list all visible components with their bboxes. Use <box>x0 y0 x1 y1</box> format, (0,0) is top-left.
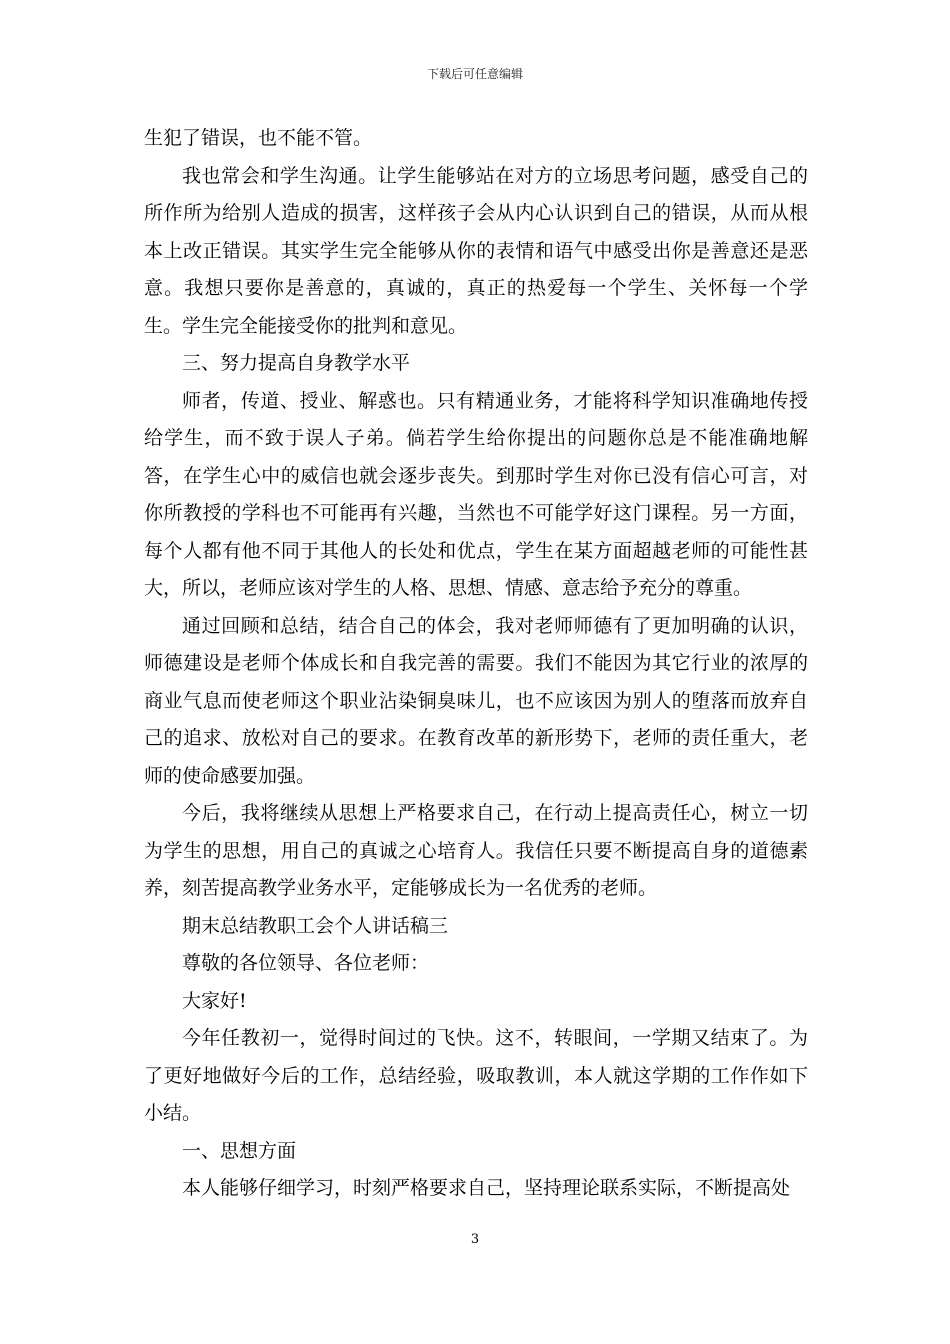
section-heading: 一、思想方面 <box>182 1139 297 1162</box>
paragraph: 通过回顾和总结，结合自己的体会，我对老师师德有了更加明确的认识，师德建设是老师个体成长和自我完善的需要。我们不能因为其它行业的浓厚的商业气息而使老师这个职业沾染铜臭味儿，也不应该因为别人的堕落而放弃自己的追求、放松对自己的要求。在教育改革的新形势下，老师的责任重大，老师的使命感要加强。 <box>144 614 808 787</box>
paragraph: 今年任教初一，觉得时间过的飞快。这不，转眼间，一学期又结束了。为了更好地做好今后的工作，总结经验，吸取教训，本人就这学期的工作作如下小结。 <box>144 1027 808 1124</box>
paragraph: 本人能够仔细学习，时刻严格要求自己，坚持理论联系实际，不断提高处 <box>182 1177 791 1199</box>
greeting: 大家好! <box>182 989 247 1012</box>
section-heading: 三、努力提高自身教学水平 <box>182 352 411 374</box>
document-title: 期末总结教职工会个人讲话稿三 <box>182 914 449 937</box>
document-body <box>144 120 808 1208</box>
paragraph: 今后，我将继续从思想上严格要求自己，在行动上提高责任心，树立一切为学生的思想，用自己的真诚之心培育人。我信任只要不断提高自身的道德素养，刻苦提高教学业务水平，定能够成长为一名优秀的老师。 <box>144 802 808 899</box>
paragraph: 我也常会和学生沟通。让学生能够站在对方的立场思考问题，感受自己的所作所为给别人造成的损害，这样孩子会从内心认识到自己的错误，从而从根本上改正错误。其实学生完全能够从你的表情和语气中感受出你是善意还是恶意。我想只要你是善意的，真诚的，真正的热爱每一个学生、关怀每一个学生。学生完全能接受你的批判和意见。 <box>144 164 808 337</box>
salutation: 尊敬的各位领导、各位老师： <box>182 952 430 974</box>
paragraph: 师者，传道、授业、解惑也。只有精通业务，才能将科学知识准确地传授给学生，而不致于误人子弟。倘若学生给你提出的问题你总是不能准确地解答，在学生心中的威信也就会逐步丧失。到那时学生对你已没有信心可言，对你所教授的学科也不可能再有兴趣，当然也不可能学好这门课程。另一方面，每个人都有他不同于其他人的长处和优点，学生在某方面超越老师的可能性甚大，所以，老师应该对学生的人格、思想、情感、意志给予充分的尊重。 <box>144 389 808 599</box>
paragraph: 生犯了错误，也不能不管。 <box>144 127 373 149</box>
page-header: 下载后可任意编辑 <box>426 67 523 81</box>
page-number: 3 <box>470 1232 480 1247</box>
